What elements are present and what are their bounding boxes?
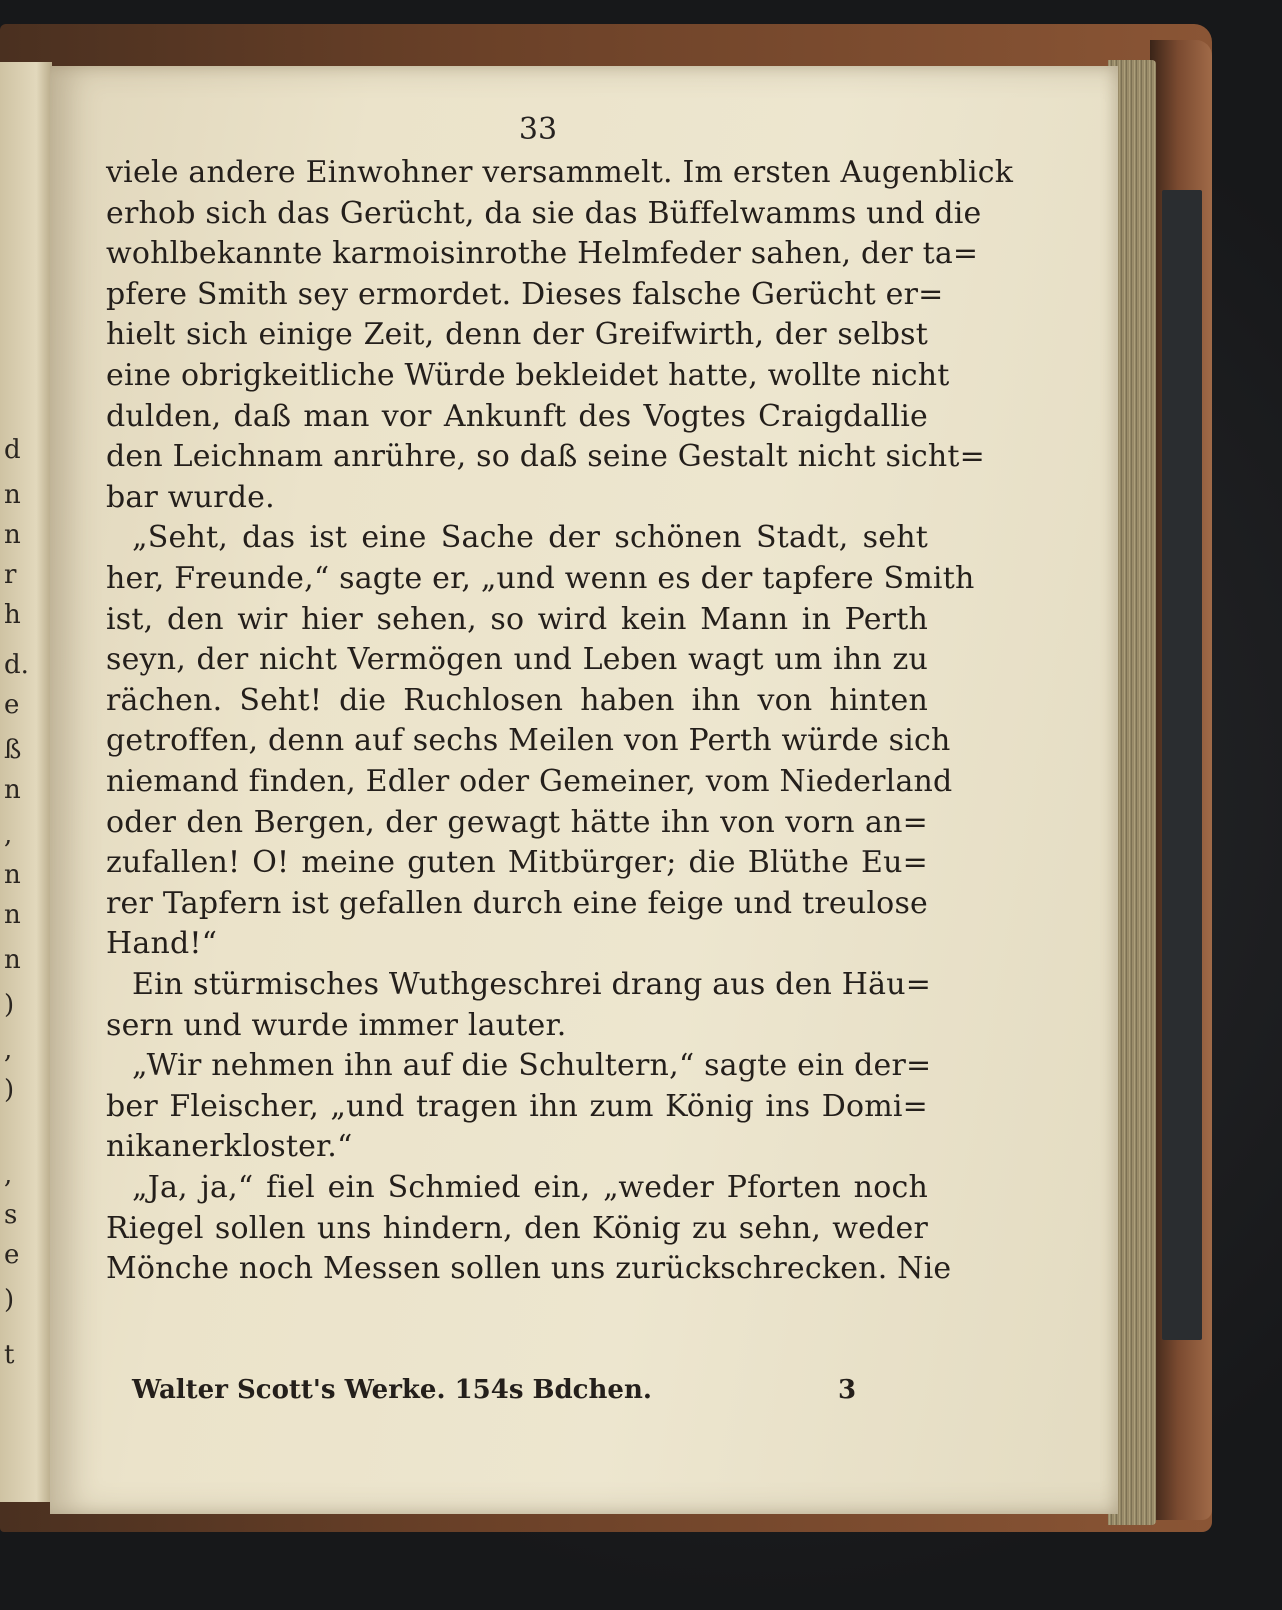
text-line: viele andere Einwohner versammelt. Im ersten Augenblick bbox=[106, 155, 1014, 190]
left-page-letter: ß bbox=[4, 735, 22, 765]
footer-signature-line: Walter Scott's Werke. 154s Bdchen. bbox=[132, 1375, 652, 1405]
text-line: rächen. Seht! die Ruchlosen haben ihn von hinten bbox=[106, 682, 928, 718]
left-page-letter: d. bbox=[4, 650, 29, 680]
left-page-letter: , bbox=[4, 1160, 13, 1190]
text-line: getroffen, denn auf sechs Meilen von Perth würde sich bbox=[106, 723, 951, 759]
left-page-letter: ) bbox=[4, 1075, 15, 1105]
text-line: Riegel sollen uns hindern, den König zu sehn, weder bbox=[106, 1210, 928, 1246]
text-line: Hand!“ bbox=[106, 926, 218, 962]
text-line: ber Fleischer, „und tragen ihn zum König ins Domi= bbox=[106, 1088, 928, 1124]
text-line: bar wurde. bbox=[106, 479, 275, 515]
left-page-letter: n bbox=[4, 860, 21, 890]
text-line: niemand finden, Edler oder Gemeiner, vom Niederland bbox=[106, 764, 953, 799]
left-page-letter: d bbox=[4, 435, 21, 465]
text-line: erhob sich das Gerücht, da sie das Büffelwamms und die bbox=[106, 195, 982, 231]
left-page-letter: s bbox=[4, 1200, 18, 1230]
text-line: oder den Bergen, der gewagt hätte ihn von vorn an= bbox=[106, 804, 928, 840]
text-line: sern und wurde immer lauter. bbox=[106, 1007, 567, 1043]
text-line: pfere Smith sey ermordet. Dieses falsche Gerücht er= bbox=[106, 276, 944, 312]
left-page-letter: ) bbox=[4, 1285, 15, 1315]
text-line: „Wir nehmen ihn auf die Schultern,“ sagte ein der= bbox=[132, 1048, 932, 1084]
text-line: „Ja, ja,“ fiel ein Schmied ein, „weder Pforten noch bbox=[132, 1170, 928, 1205]
text-line: Mönche noch Messen sollen uns zurückschrecken. Nie bbox=[106, 1251, 952, 1287]
text-line: dulden, daß man vor Ankunft des Vogtes Craigdallie bbox=[106, 398, 928, 434]
left-page-letter: n bbox=[4, 480, 21, 510]
text-line: nikanerkloster.“ bbox=[106, 1129, 353, 1165]
left-page-letter: ) bbox=[4, 990, 15, 1020]
text-line: seyn, der nicht Vermögen und Leben wagt um ihn zu bbox=[106, 642, 928, 678]
left-page-letter: n bbox=[4, 900, 21, 930]
signature-mark: 3 bbox=[838, 1375, 857, 1405]
left-page-letter: r bbox=[4, 560, 17, 590]
text-line: den Leichnam anrühre, so daß seine Gestalt nicht sicht= bbox=[106, 439, 985, 475]
left-page-letter: , bbox=[4, 820, 13, 850]
text-line: Ein stürmisches Wuthgeschrei drang aus den Häu= bbox=[132, 967, 932, 1002]
left-page-letter: n bbox=[4, 775, 21, 805]
text-line: „Seht, das ist eine Sache der schönen Stadt, seht bbox=[132, 520, 928, 556]
text-line: wohlbekannte karmoisinrothe Helmfeder sahen, der ta= bbox=[106, 236, 979, 272]
left-page-letter: h bbox=[4, 600, 21, 630]
left-page-letter: n bbox=[4, 520, 21, 550]
text-line: rer Tapfern ist gefallen durch eine feige und treulose bbox=[106, 885, 928, 921]
text-line: hielt sich einige Zeit, denn der Greifwirth, der selbst bbox=[106, 317, 928, 353]
cover-edge-shadow bbox=[1162, 190, 1202, 1340]
left-page-letter: n bbox=[4, 945, 21, 975]
left-page-letter: , bbox=[4, 1035, 13, 1065]
text-line: eine obrigkeitliche Würde bekleidet hatte, wollte nicht bbox=[106, 358, 950, 393]
left-page-letter: t bbox=[4, 1340, 15, 1370]
text-line: zufallen! O! meine guten Mitbürger; die Blüthe Eu= bbox=[106, 845, 928, 881]
left-page-letter: e bbox=[4, 1240, 20, 1270]
left-facing-page bbox=[0, 62, 52, 1502]
text-line: ist, den wir hier sehen, so wird kein Mann in Perth bbox=[106, 601, 928, 637]
text-line: her, Freunde,“ sagte er, „und wenn es der tapfere Smith bbox=[106, 561, 975, 596]
left-page-letter: e bbox=[4, 690, 20, 720]
page-number: 33 bbox=[518, 112, 558, 147]
